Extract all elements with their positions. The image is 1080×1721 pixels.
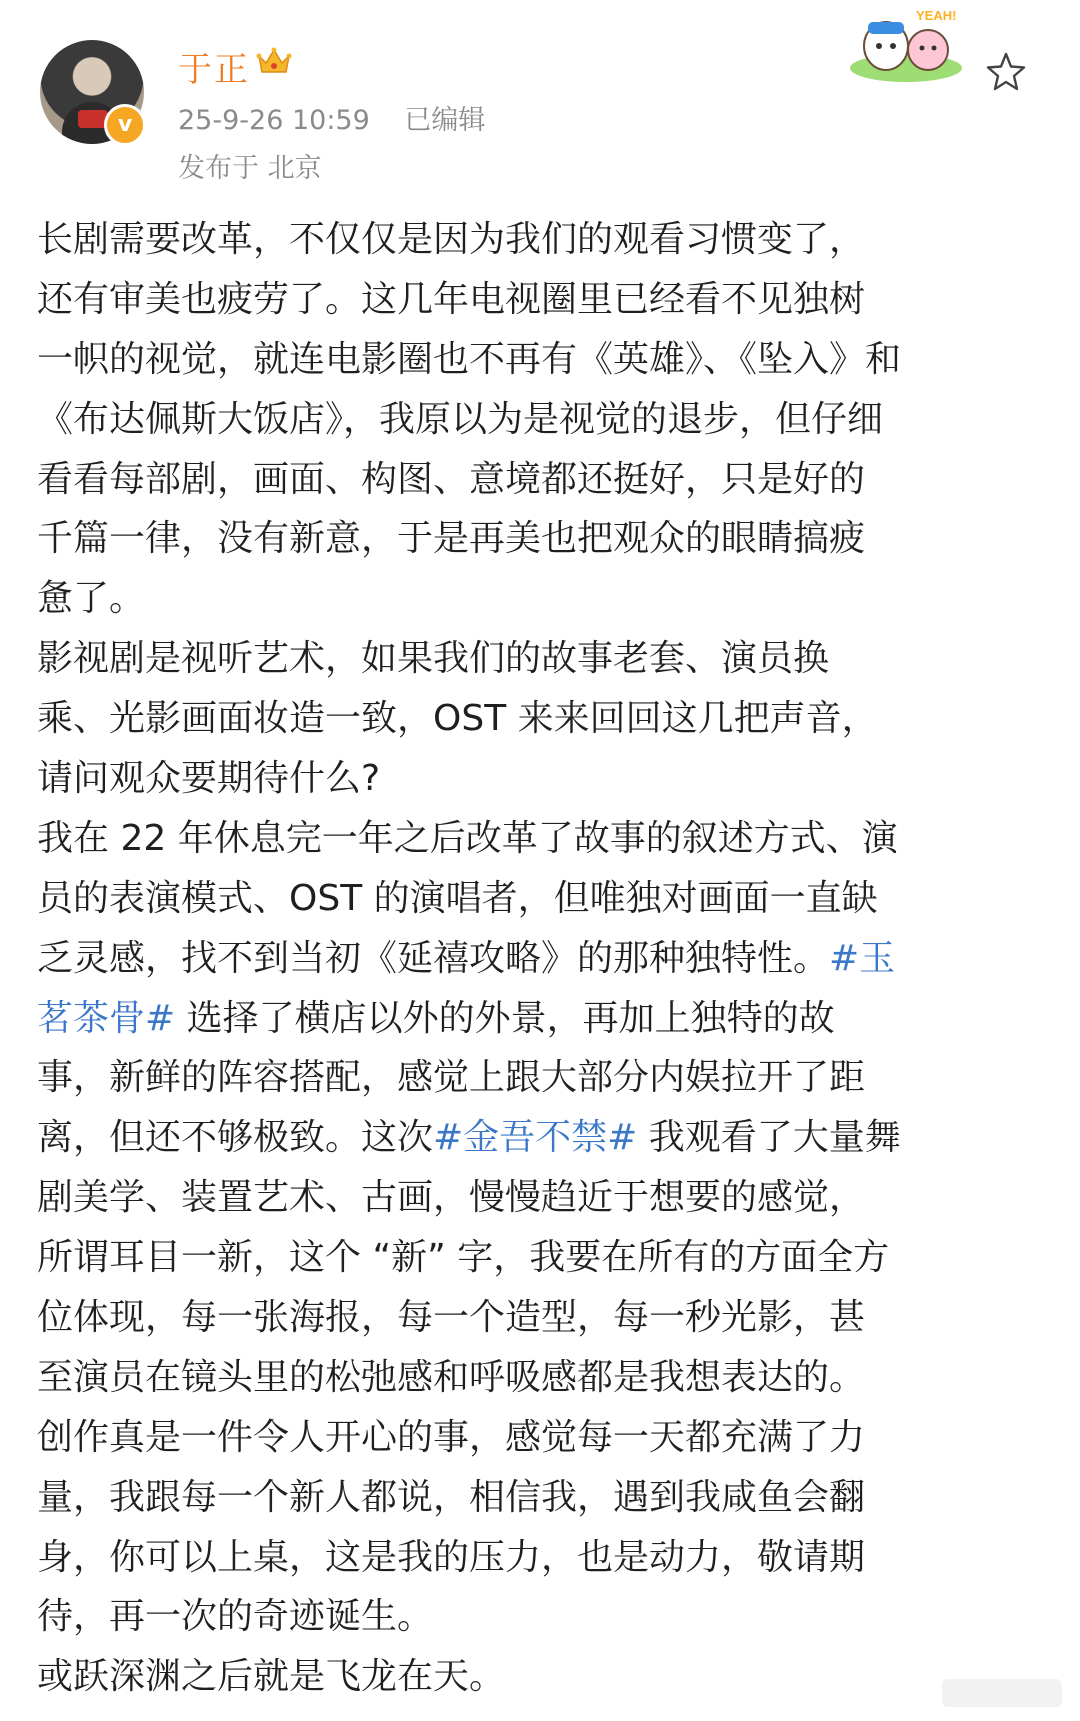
post-body: [37, 210, 1047, 1707]
post-text-segment: 乘、光影画面妆造一致，OST 来来回回这几把声音，: [37, 698, 878, 740]
post-timestamp: 25-9-26 10:59: [178, 105, 370, 136]
post-text-segment: 一帜的视觉，就连电影圈也不再有《英雄》、《坠入》和: [37, 338, 902, 380]
post-text-segment: 创作真是一件令人开心的事，感觉每一天都充满了力: [37, 1416, 866, 1458]
post-text-line: [37, 1228, 1047, 1288]
post-text-segment: 惫了。: [37, 578, 146, 620]
post-text-segment: 剧美学、装置艺术、古画，慢慢趋近于想要的感觉，: [37, 1177, 866, 1219]
post-text-line: [37, 629, 1047, 689]
post-text-segment: 位体现，每一张海报，每一个造型，每一秒光影，甚: [37, 1297, 866, 1339]
post-text-segment: 员的表演模式、OST 的演唱者，但唯独对画面一直缺: [37, 877, 878, 919]
hashtag-link[interactable]: 茗茶骨#: [37, 997, 176, 1039]
post-text-segment: 还有审美也疲劳了。这几年电视圈里已经看不见独树: [37, 278, 866, 320]
watermark-icon: [942, 1673, 1062, 1713]
post-text-segment: 所谓耳目一新，这个 “新” 字，我要在所有的方面全方: [37, 1237, 890, 1279]
post-text-line: [37, 689, 1047, 749]
post-location: 发布于 北京: [178, 153, 322, 184]
post-text-line: [37, 450, 1047, 510]
post-text-line: [37, 509, 1047, 569]
post-text-line: [37, 1048, 1047, 1108]
post-text-segment: 离，但还不够极致。这次: [37, 1117, 434, 1159]
sticker-text: YEAH!: [916, 8, 957, 23]
hashtag-link[interactable]: #玉: [829, 937, 896, 979]
post-text-line: [37, 1587, 1047, 1647]
post-text-segment: 看看每部剧，画面、构图、意境都还挺好，只是好的: [37, 458, 866, 500]
verified-v-icon: v: [104, 104, 146, 146]
post-text-line: [37, 1408, 1047, 1468]
edited-label[interactable]: 已编辑: [404, 105, 486, 136]
post-text-line: [37, 210, 1047, 270]
yeah-sticker-icon: [846, 2, 966, 84]
post-text-line: [37, 1468, 1047, 1528]
post-text-segment: 千篇一律，没有新意，于是再美也把观众的眼睛搞疲: [37, 518, 866, 560]
post-text-line: [37, 809, 1047, 869]
post-text-line: [37, 1288, 1047, 1348]
post-text-line: [37, 270, 1047, 330]
hashtag-link[interactable]: #金吾不禁#: [433, 1117, 638, 1159]
post-text-line: [37, 929, 1047, 989]
post-text-segment: 我在 22 年休息完一年之后改革了故事的叙述方式、演: [37, 817, 898, 859]
post-meta: [178, 98, 485, 137]
post-text-segment: 乏灵感，找不到当初《延禧攻略》的那种独特性。: [37, 937, 830, 979]
post-text-segment: 影视剧是视听艺术，如果我们的故事老套、演员换: [37, 638, 830, 680]
post-header: [0, 0, 1080, 210]
post-text-line: [37, 1168, 1047, 1228]
author-name[interactable]: 于正: [178, 50, 250, 90]
post-text-segment: 至演员在镜头里的松弛感和呼吸感都是我想表达的。: [37, 1356, 866, 1398]
post-text-segment: 请问观众要期待什么?: [37, 758, 381, 800]
post-text-segment: 我观看了大量舞: [637, 1117, 901, 1159]
star-outline-icon[interactable]: [984, 50, 1028, 94]
post-text-line: [37, 1647, 1047, 1707]
post-text-line: [37, 1528, 1047, 1588]
post-text-line: [37, 330, 1047, 390]
post-text-segment: 或跃深渊之后就是飞龙在天。: [37, 1656, 506, 1698]
post-text-segment: 《布达佩斯大饭店》，我原以为是视觉的退步，但仔细: [37, 398, 884, 440]
post-text-segment: 长剧需要改革，不仅仅是因为我们的观看习惯变了，: [37, 219, 866, 260]
post-text-line: [37, 390, 1047, 450]
post-text-segment: 待，再一次的奇迹诞生。: [37, 1596, 434, 1638]
post-text-line: [37, 749, 1047, 809]
post-text-segment: 量，我跟每一个新人都说，相信我，遇到我咸鱼会翻: [37, 1476, 866, 1518]
post-text-segment: 选择了横店以外的外景，再加上独特的故: [175, 997, 835, 1039]
crown-icon: [256, 46, 292, 76]
post-text-line: [37, 569, 1047, 629]
post-text-line: [37, 1108, 1047, 1168]
post-text-segment: 事，新鲜的阵容搭配，感觉上跟大部分内娱拉开了距: [37, 1057, 866, 1099]
post-text-line: [37, 989, 1047, 1049]
post-text-line: [37, 869, 1047, 929]
post-text-segment: 身，你可以上桌，这是我的压力，也是动力，敬请期: [37, 1536, 866, 1578]
post-text-line: [37, 1348, 1047, 1408]
